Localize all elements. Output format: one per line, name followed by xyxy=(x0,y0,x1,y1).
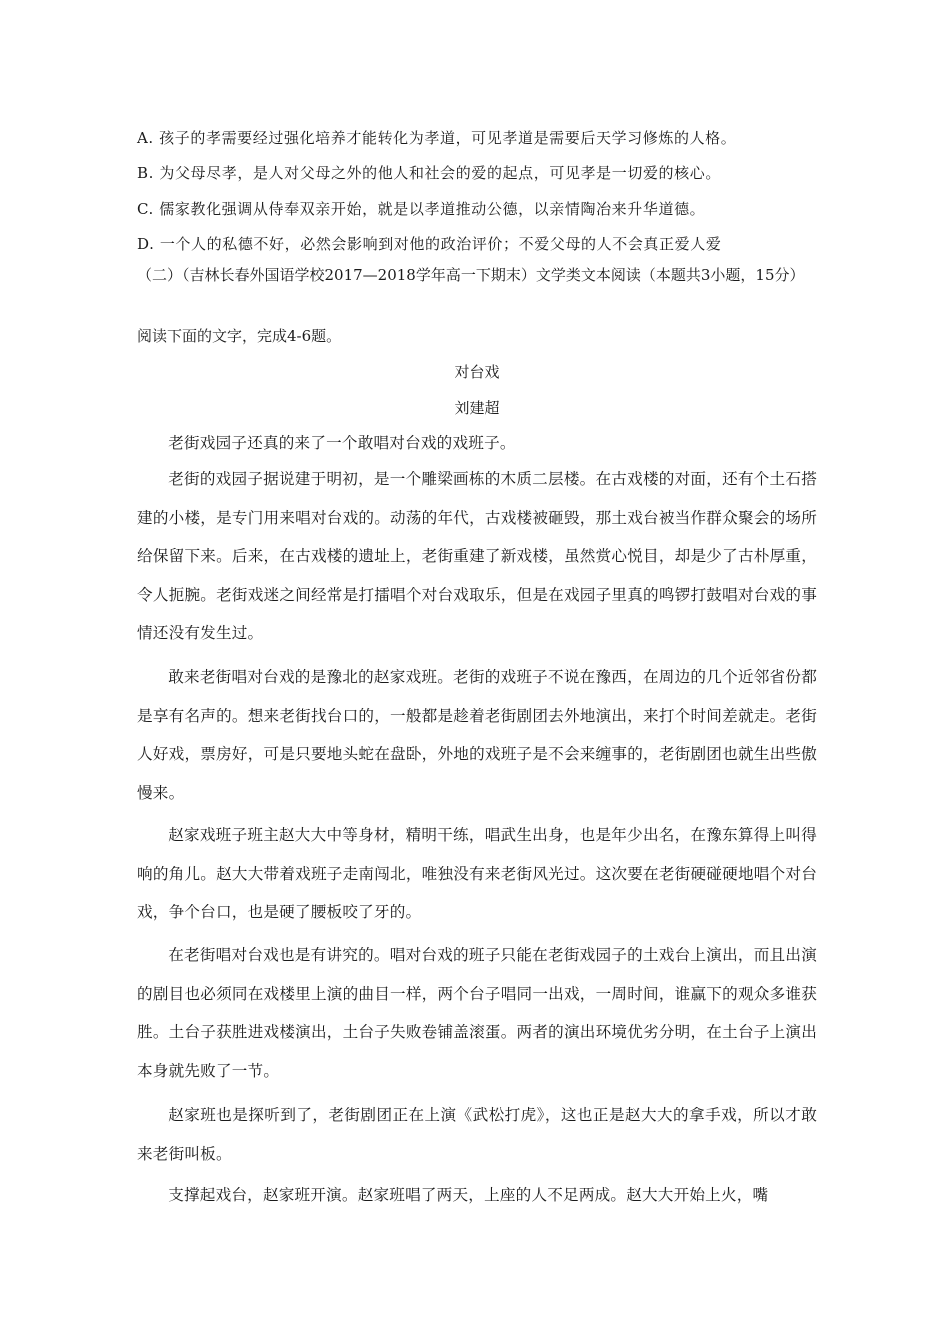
story-paragraph-1: 老街戏园子还真的来了一个敢唱对台戏的戏班子。 xyxy=(168,434,516,452)
story-paragraph-7: 支撑起戏台，赵家班开演。赵家班唱了两天，上座的人不足两成。赵大大开始上火，嘴 xyxy=(168,1186,769,1204)
story-paragraph-4: 赵家戏班子班主赵大大中等身材，精明干练，唱武生出身，也是年少出名，在豫东算得上叫得响的角儿。赵大大带着戏班子走南闯北，唯独没有来老街风光过。这次要在老街硬碰硬地唱个对台戏，争个台口，也是硬了腰板咬了牙的。 xyxy=(137,826,817,922)
story-paragraph-3: 敢来老街唱对台戏的是豫北的赵家戏班。老街的戏班子不说在豫西，在周边的几个近邻省份都是享有名声的。想来老街找台口的，一般都是趁着老街剧团去外地演出，来打个时间差就走。老街人好戏，票房好，可是只要地头蛇在盘卧，外地的戏班子是不会来缠事的，老街剧团也就生出些傲慢来。 xyxy=(137,668,817,802)
section-heading: （二）（吉林长春外国语学校2017—2018学年高一下期末）文学类文本阅读（本题共3小题，15分） xyxy=(137,266,805,284)
story-paragraph-2: 老街的戏园子据说建于明初，是一个雕梁画栋的木质二层楼。在古戏楼的对面，还有个土石搭建的小楼，是专门用来唱对台戏的。动荡的年代，古戏楼被砸毁，那土戏台被当作群众聚会的场所给保留下来。后来，在古戏楼的遗址上，老街重建了新戏楼，虽然赏心悦目，却是少了古朴厚重，令人扼腕。老街戏迷之间经常是打擂唱个对台戏取乐，但是在戏园子里真的鸣锣打鼓唱对台戏的事情还没有发生过。 xyxy=(137,470,817,643)
story-title: 对台戏 xyxy=(454,363,500,381)
option-b: B. 为父母尽孝，是人对父母之外的他人和社会的爱的起点，可见孝是一切爱的核心。 xyxy=(137,164,721,182)
story-paragraph-5: 在老街唱对台戏也是有讲究的。唱对台戏的班子只能在老街戏园子的土戏台上演出，而且出演的剧目也必须同在戏楼里上演的曲目一样，两个台子唱同一出戏，一周时间，谁赢下的观众多谁获胜。土台子获胜进戏楼演出，土台子失败卷铺盖滚蛋。两者的演出环境优劣分明，在土台子上演出本身就先败了一节。 xyxy=(137,946,817,1080)
option-c: C. 儒家教化强调从侍奉双亲开始，就是以孝道推动公德，以亲情陶冶来升华道德。 xyxy=(137,200,706,218)
option-a: A. 孩子的孝需要经过强化培养才能转化为孝道，可见孝道是需要后天学习修炼的人格。 xyxy=(137,129,737,147)
story-paragraph-6: 赵家班也是探听到了，老街剧团正在上演《武松打虎》，这也正是赵大大的拿手戏，所以才敢来老街叫板。 xyxy=(137,1106,817,1163)
option-d: D. 一个人的私德不好，必然会影响到对他的政治评价；不爱父母的人不会真正爱人爱 xyxy=(137,235,722,253)
reading-instruction: 阅读下面的文字，完成4-6题。 xyxy=(137,327,342,345)
story-author: 刘建超 xyxy=(454,399,500,417)
